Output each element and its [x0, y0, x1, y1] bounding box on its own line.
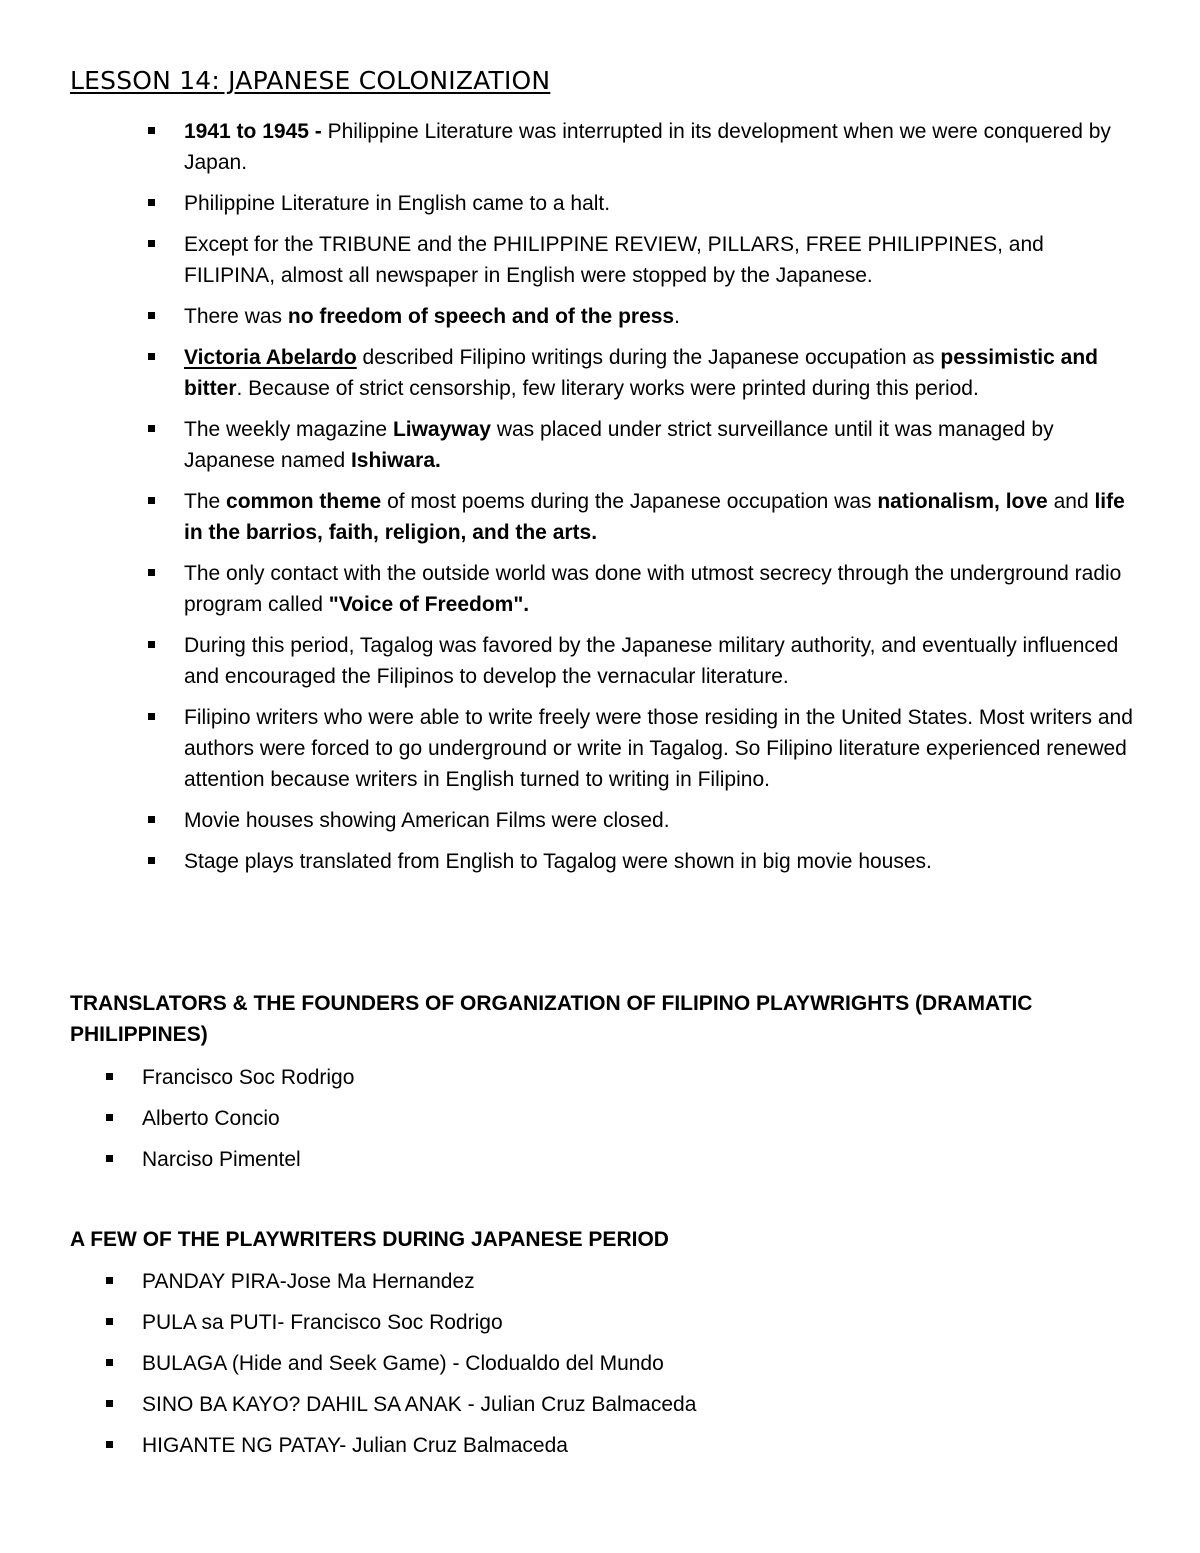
square-bullet-icon — [148, 857, 155, 864]
list-item: SINO BA KAYO? DAHIL SA ANAK - Julian Cruz Balmaceda — [106, 1389, 1006, 1420]
square-bullet-icon — [148, 312, 155, 319]
square-bullet-icon — [148, 425, 155, 432]
list-item: Narciso Pimentel — [106, 1144, 806, 1175]
square-bullet-icon — [148, 569, 155, 576]
square-bullet-icon — [148, 199, 155, 206]
translators-list — [106, 1062, 806, 1185]
list-item: Stage plays translated from English to Tagalog were shown in big movie houses. — [148, 846, 1138, 877]
list-item: Francisco Soc Rodrigo — [106, 1062, 806, 1093]
main-points-list — [148, 116, 1138, 887]
translators-heading: TRANSLATORS & THE FOUNDERS OF ORGANIZATION OF FILIPINO PLAYWRIGHTS (DRAMATIC PHILIPPINES) — [70, 992, 1033, 1046]
list-item: 1941 to 1945 - Philippine Literature was interrupted in its development when we were conquered by Japan. — [148, 116, 1138, 178]
square-bullet-icon — [148, 240, 155, 247]
square-bullet-icon — [148, 353, 155, 360]
list-item: Philippine Literature in English came to a halt. — [148, 188, 1138, 219]
square-bullet-icon — [106, 1114, 113, 1121]
list-item: HIGANTE NG PATAY- Julian Cruz Balmaceda — [106, 1430, 1006, 1461]
lesson-title: LESSON 14: JAPANESE COLONIZATION — [70, 66, 551, 95]
square-bullet-icon — [106, 1277, 113, 1284]
playwriters-list — [106, 1266, 1006, 1471]
square-bullet-icon — [106, 1073, 113, 1080]
list-item: Alberto Concio — [106, 1103, 806, 1134]
list-item: Movie houses showing American Films were closed. — [148, 805, 1138, 836]
square-bullet-icon — [106, 1400, 113, 1407]
square-bullet-icon — [106, 1359, 113, 1366]
square-bullet-icon — [148, 713, 155, 720]
list-item: Filipino writers who were able to write freely were those residing in the United States. Most writers and authors were forced to go underground or write in Tagalog. So Filipino literature experienced renewed attention because writers in English turned to writing in Filipino. — [148, 702, 1138, 795]
list-item: Victoria Abelardo described Filipino writings during the Japanese occupation as pessimistic and bitter. Because of strict censorship, few literary works were printed during this period. — [148, 342, 1138, 404]
list-item: During this period, Tagalog was favored by the Japanese military authority, and eventually influenced and encouraged the Filipinos to develop the vernacular literature. — [148, 630, 1138, 692]
square-bullet-icon — [148, 127, 155, 134]
list-item: The common theme of most poems during the Japanese occupation was nationalism, love and life in the barrios, faith, religion, and the arts. — [148, 486, 1138, 548]
square-bullet-icon — [148, 497, 155, 504]
playwriters-heading: A FEW OF THE PLAYWRITERS DURING JAPANESE PERIOD — [70, 1228, 669, 1251]
square-bullet-icon — [148, 641, 155, 648]
list-item: There was no freedom of speech and of the press. — [148, 301, 1138, 332]
list-item: PANDAY PIRA-Jose Ma Hernandez — [106, 1266, 1006, 1297]
square-bullet-icon — [106, 1155, 113, 1162]
square-bullet-icon — [106, 1318, 113, 1325]
list-item: Except for the TRIBUNE and the PHILIPPINE REVIEW, PILLARS, FREE PHILIPPINES, and FILIPINA, almost all newspaper in English were stopped by the Japanese. — [148, 229, 1138, 291]
square-bullet-icon — [148, 816, 155, 823]
list-item: The weekly magazine Liwayway was placed under strict surveillance until it was managed by Japanese named Ishiwara. — [148, 414, 1138, 476]
square-bullet-icon — [106, 1441, 113, 1448]
list-item: The only contact with the outside world was done with utmost secrecy through the underground radio program called "Voice of Freedom". — [148, 558, 1138, 620]
list-item: BULAGA (Hide and Seek Game) - Clodualdo del Mundo — [106, 1348, 1006, 1379]
list-item: PULA sa PUTI- Francisco Soc Rodrigo — [106, 1307, 1006, 1338]
